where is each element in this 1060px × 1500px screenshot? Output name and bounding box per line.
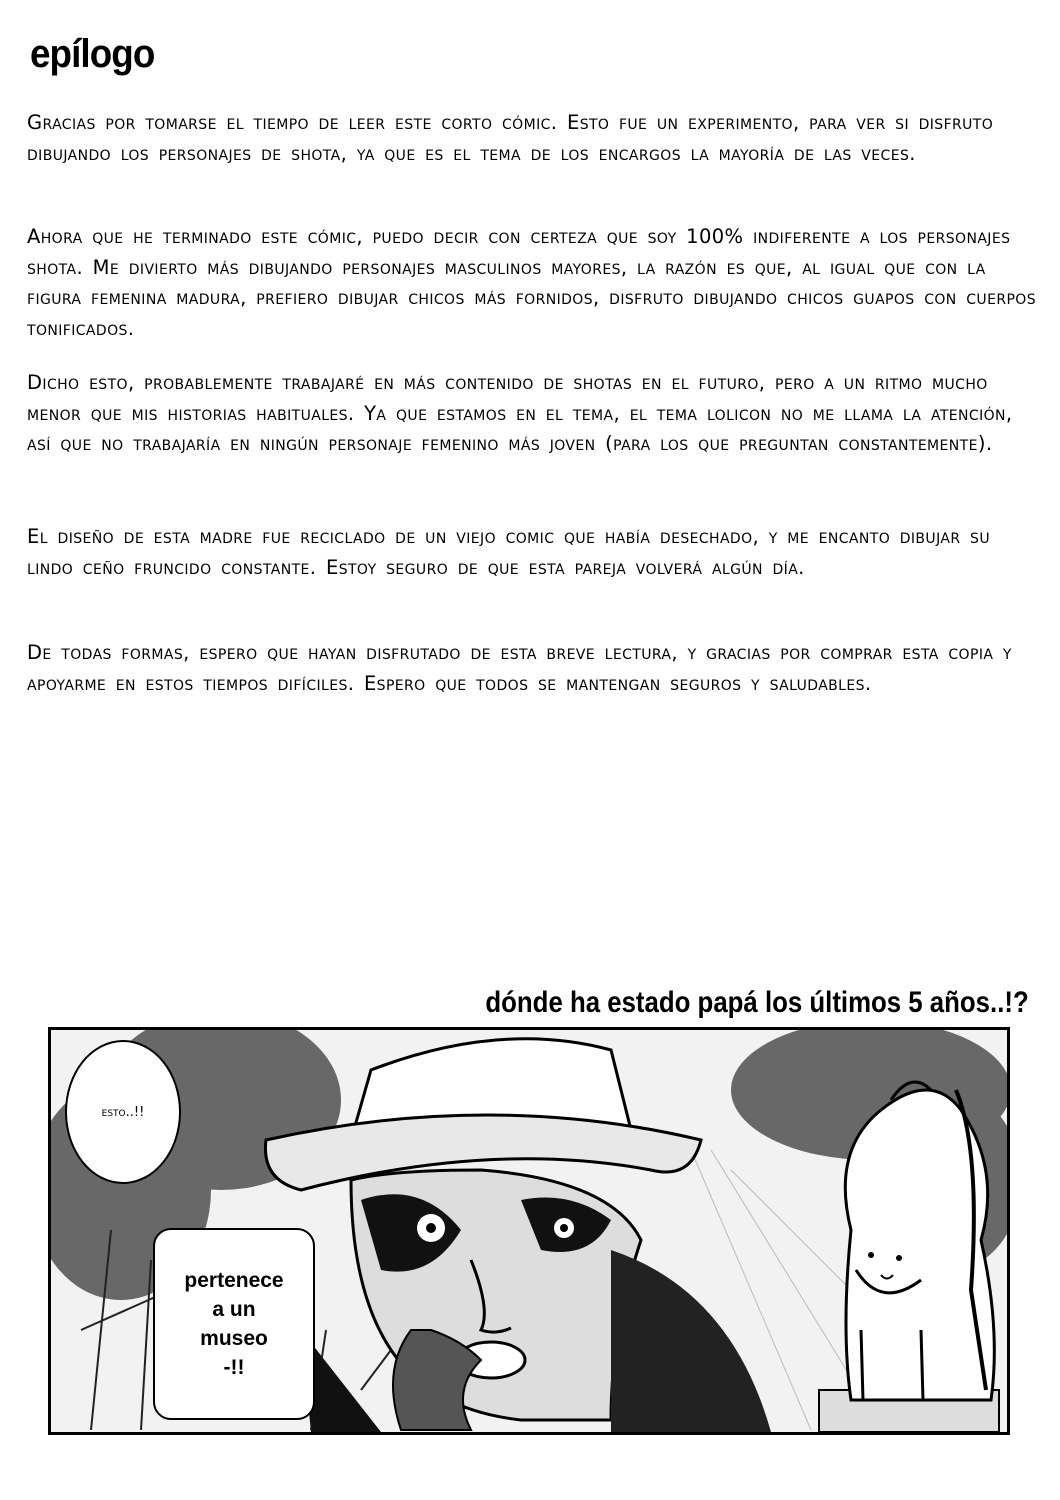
paragraph-1: Gracias por tomarse el tiempo de leer este corto cómic. Esto fue un experimento, para ver si disfruto dibujando los personajes de shota, ya que es el tema de los encargos la mayoría de las veces. bbox=[27, 111, 994, 165]
man-figure bbox=[265, 1039, 771, 1432]
paragraph-5: De todas formas, espero que hayan disfrutado de esta breve lectura, y gracias por comprar esta copia y apoyarme en estos tiempos difíciles. Espero que todos se mantengan seguros y saludables. bbox=[27, 641, 1012, 695]
paragraph-2: Ahora que he terminado este cómic, puedo decir con certeza que soy 100% indiferente a los personajes shota. Me divierto más dibujando personajes masculinos mayores, la razón es que, al igual que con la figura femenina madura, prefiero dibujar chicos más fornidos, disfruto dibujando chicos guapos con cuerpos tonificados. bbox=[27, 225, 1037, 340]
speech-bubble-small: esto..!! bbox=[65, 1040, 181, 1184]
speech-bubble-large: pertenece a un museo -!! bbox=[153, 1228, 315, 1420]
page-title: epílogo bbox=[30, 32, 155, 76]
comic-panel bbox=[48, 1027, 1010, 1435]
paragraph-4: El diseño de esta madre fue reciclado de un viejo comic que había desechado, y me encanto dibujar su lindo ceño fruncido constante. Estoy seguro de que esta pareja volverá algún día. bbox=[27, 525, 990, 579]
paragraph-3: Dicho esto, probablemente trabajaré en más contenido de shotas en el futuro, pero a un ritmo mucho menor que mis historias habituales. Ya que estamos en el tema, el tema lolicon no me llama la atención, así que no trabajaría en ningún personaje femenino más joven (para los que preguntan constantemente). bbox=[27, 371, 1013, 455]
panel-caption: dónde ha estado papá los últimos 5 años..!? bbox=[485, 986, 1029, 1019]
